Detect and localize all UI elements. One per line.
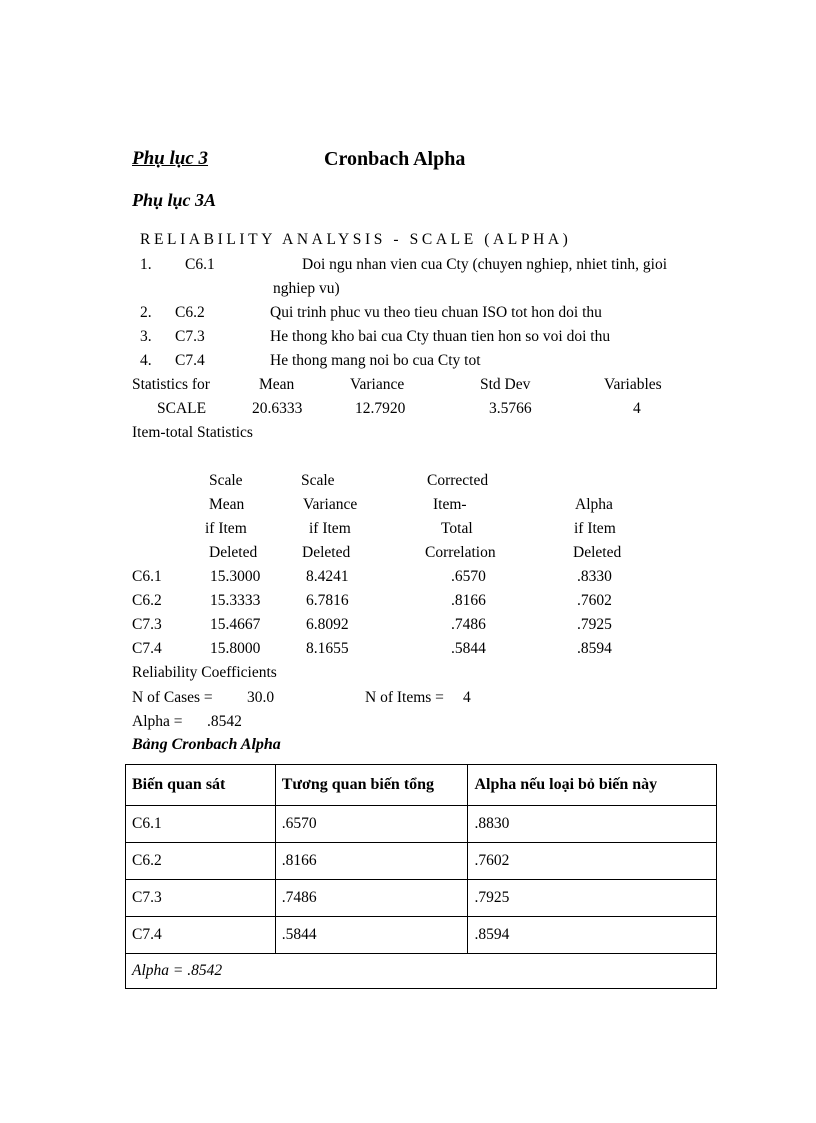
std-dev-header: Std Dev	[480, 376, 531, 393]
col-header: Mean	[209, 496, 245, 513]
n-cases-value: 30.0	[247, 689, 275, 706]
col-header: if Item	[205, 520, 247, 537]
table-header-cell: Biến quan sát	[126, 765, 276, 806]
col-header: if Item	[309, 520, 351, 537]
table-cell: .8166	[275, 843, 468, 880]
item-description: Qui trinh phuc vu theo tieu chuan ISO tot hon doi thu	[270, 304, 602, 321]
item-description-continued: nghiep vu)	[273, 280, 340, 297]
row-code: C7.3	[132, 616, 162, 633]
row-code: C6.2	[132, 592, 162, 609]
row-mean: 15.4667	[210, 616, 261, 633]
table-cell: C7.4	[126, 917, 276, 954]
item-code: C7.4	[175, 352, 205, 369]
row-correlation: .5844	[451, 640, 486, 657]
table-footer-cell: Alpha = .8542	[126, 954, 717, 989]
item-code: C7.3	[175, 328, 205, 345]
item-description: He thong kho bai cua Cty thuan tien hon so voi doi thu	[270, 328, 611, 345]
table-row	[126, 880, 717, 917]
table-cell: .7486	[275, 880, 468, 917]
col-header: Scale	[301, 472, 335, 489]
item-code: C6.2	[175, 304, 205, 321]
item-description: Doi ngu nhan vien cua Cty (chuyen nghiep, nhiet tinh, gioi	[302, 256, 668, 273]
row-variance: 6.7816	[306, 592, 349, 609]
item-total-title: Item-total Statistics	[132, 424, 253, 441]
statistics-label: Statistics for	[132, 376, 210, 393]
table-row	[126, 843, 717, 880]
table-cell: .5844	[275, 917, 468, 954]
row-alpha: .8330	[577, 568, 612, 585]
row-code: C6.1	[132, 568, 162, 585]
row-mean: 15.3000	[210, 568, 261, 585]
row-code: C7.4	[132, 640, 162, 657]
table-cell: .6570	[275, 806, 468, 843]
variance-header: Variance	[350, 376, 405, 393]
mean-header: Mean	[259, 376, 295, 393]
table-row	[126, 917, 717, 954]
row-alpha: .7602	[577, 592, 612, 609]
table-header-cell: Tương quan biến tổng	[275, 765, 468, 806]
row-variance: 8.1655	[306, 640, 349, 657]
row-variance: 8.4241	[306, 568, 349, 585]
table-cell: .8594	[468, 917, 717, 954]
item-number: 2.	[140, 304, 152, 321]
alpha-label: Alpha =	[132, 713, 183, 730]
scale-std-dev: 3.5766	[489, 400, 532, 417]
sub-appendix-label: Phụ lục 3A	[132, 190, 217, 210]
row-correlation: .6570	[451, 568, 486, 585]
table-footer-row	[126, 954, 717, 989]
table-cell: C6.2	[126, 843, 276, 880]
col-header: Scale	[209, 472, 243, 489]
row-correlation: .8166	[451, 592, 486, 609]
n-items-value: 4	[463, 689, 471, 706]
col-header: Correlation	[425, 544, 496, 561]
scale-mean: 20.6333	[252, 400, 303, 417]
reliability-title: Reliability Coefficients	[132, 664, 277, 681]
scale-variables: 4	[633, 400, 641, 417]
item-number: 1.	[140, 256, 152, 273]
n-cases-label: N of Cases =	[132, 689, 213, 706]
table-cell: .7925	[468, 880, 717, 917]
col-header: if Item	[574, 520, 616, 537]
analysis-title: RELIABILITY ANALYSIS - SCALE (ALPHA)	[140, 231, 572, 248]
col-header: Variance	[303, 496, 358, 513]
col-header: Deleted	[302, 544, 351, 561]
table-row	[126, 806, 717, 843]
scale-row-label: SCALE	[157, 400, 207, 417]
row-alpha: .8594	[577, 640, 612, 657]
row-mean: 15.3333	[210, 592, 261, 609]
alpha-value: .8542	[207, 713, 242, 730]
table-caption: Bảng Cronbach Alpha	[132, 736, 281, 753]
variables-header: Variables	[604, 376, 662, 393]
appendix-label: Phụ lục 3	[132, 148, 209, 169]
cronbach-table	[125, 764, 717, 989]
table-header-cell: Alpha nếu loại bỏ biến này	[468, 765, 717, 806]
n-items-label: N of Items =	[365, 689, 444, 706]
col-header: Alpha	[575, 496, 613, 513]
item-number: 4.	[140, 352, 152, 369]
col-header: Deleted	[573, 544, 622, 561]
col-header: Deleted	[209, 544, 258, 561]
table-header-row	[126, 765, 717, 806]
row-alpha: .7925	[577, 616, 612, 633]
item-description: He thong mang noi bo cua Cty tot	[270, 352, 481, 369]
col-header: Item-	[433, 496, 467, 513]
scale-variance: 12.7920	[355, 400, 406, 417]
col-header: Total	[441, 520, 473, 537]
col-header: Corrected	[427, 472, 489, 489]
table-cell: C7.3	[126, 880, 276, 917]
page-title: Cronbach Alpha	[324, 148, 466, 170]
item-code: C6.1	[185, 256, 215, 273]
row-mean: 15.8000	[210, 640, 261, 657]
item-number: 3.	[140, 328, 152, 345]
row-variance: 6.8092	[306, 616, 349, 633]
table-cell: .7602	[468, 843, 717, 880]
table-cell: C6.1	[126, 806, 276, 843]
row-correlation: .7486	[451, 616, 486, 633]
table-cell: .8830	[468, 806, 717, 843]
